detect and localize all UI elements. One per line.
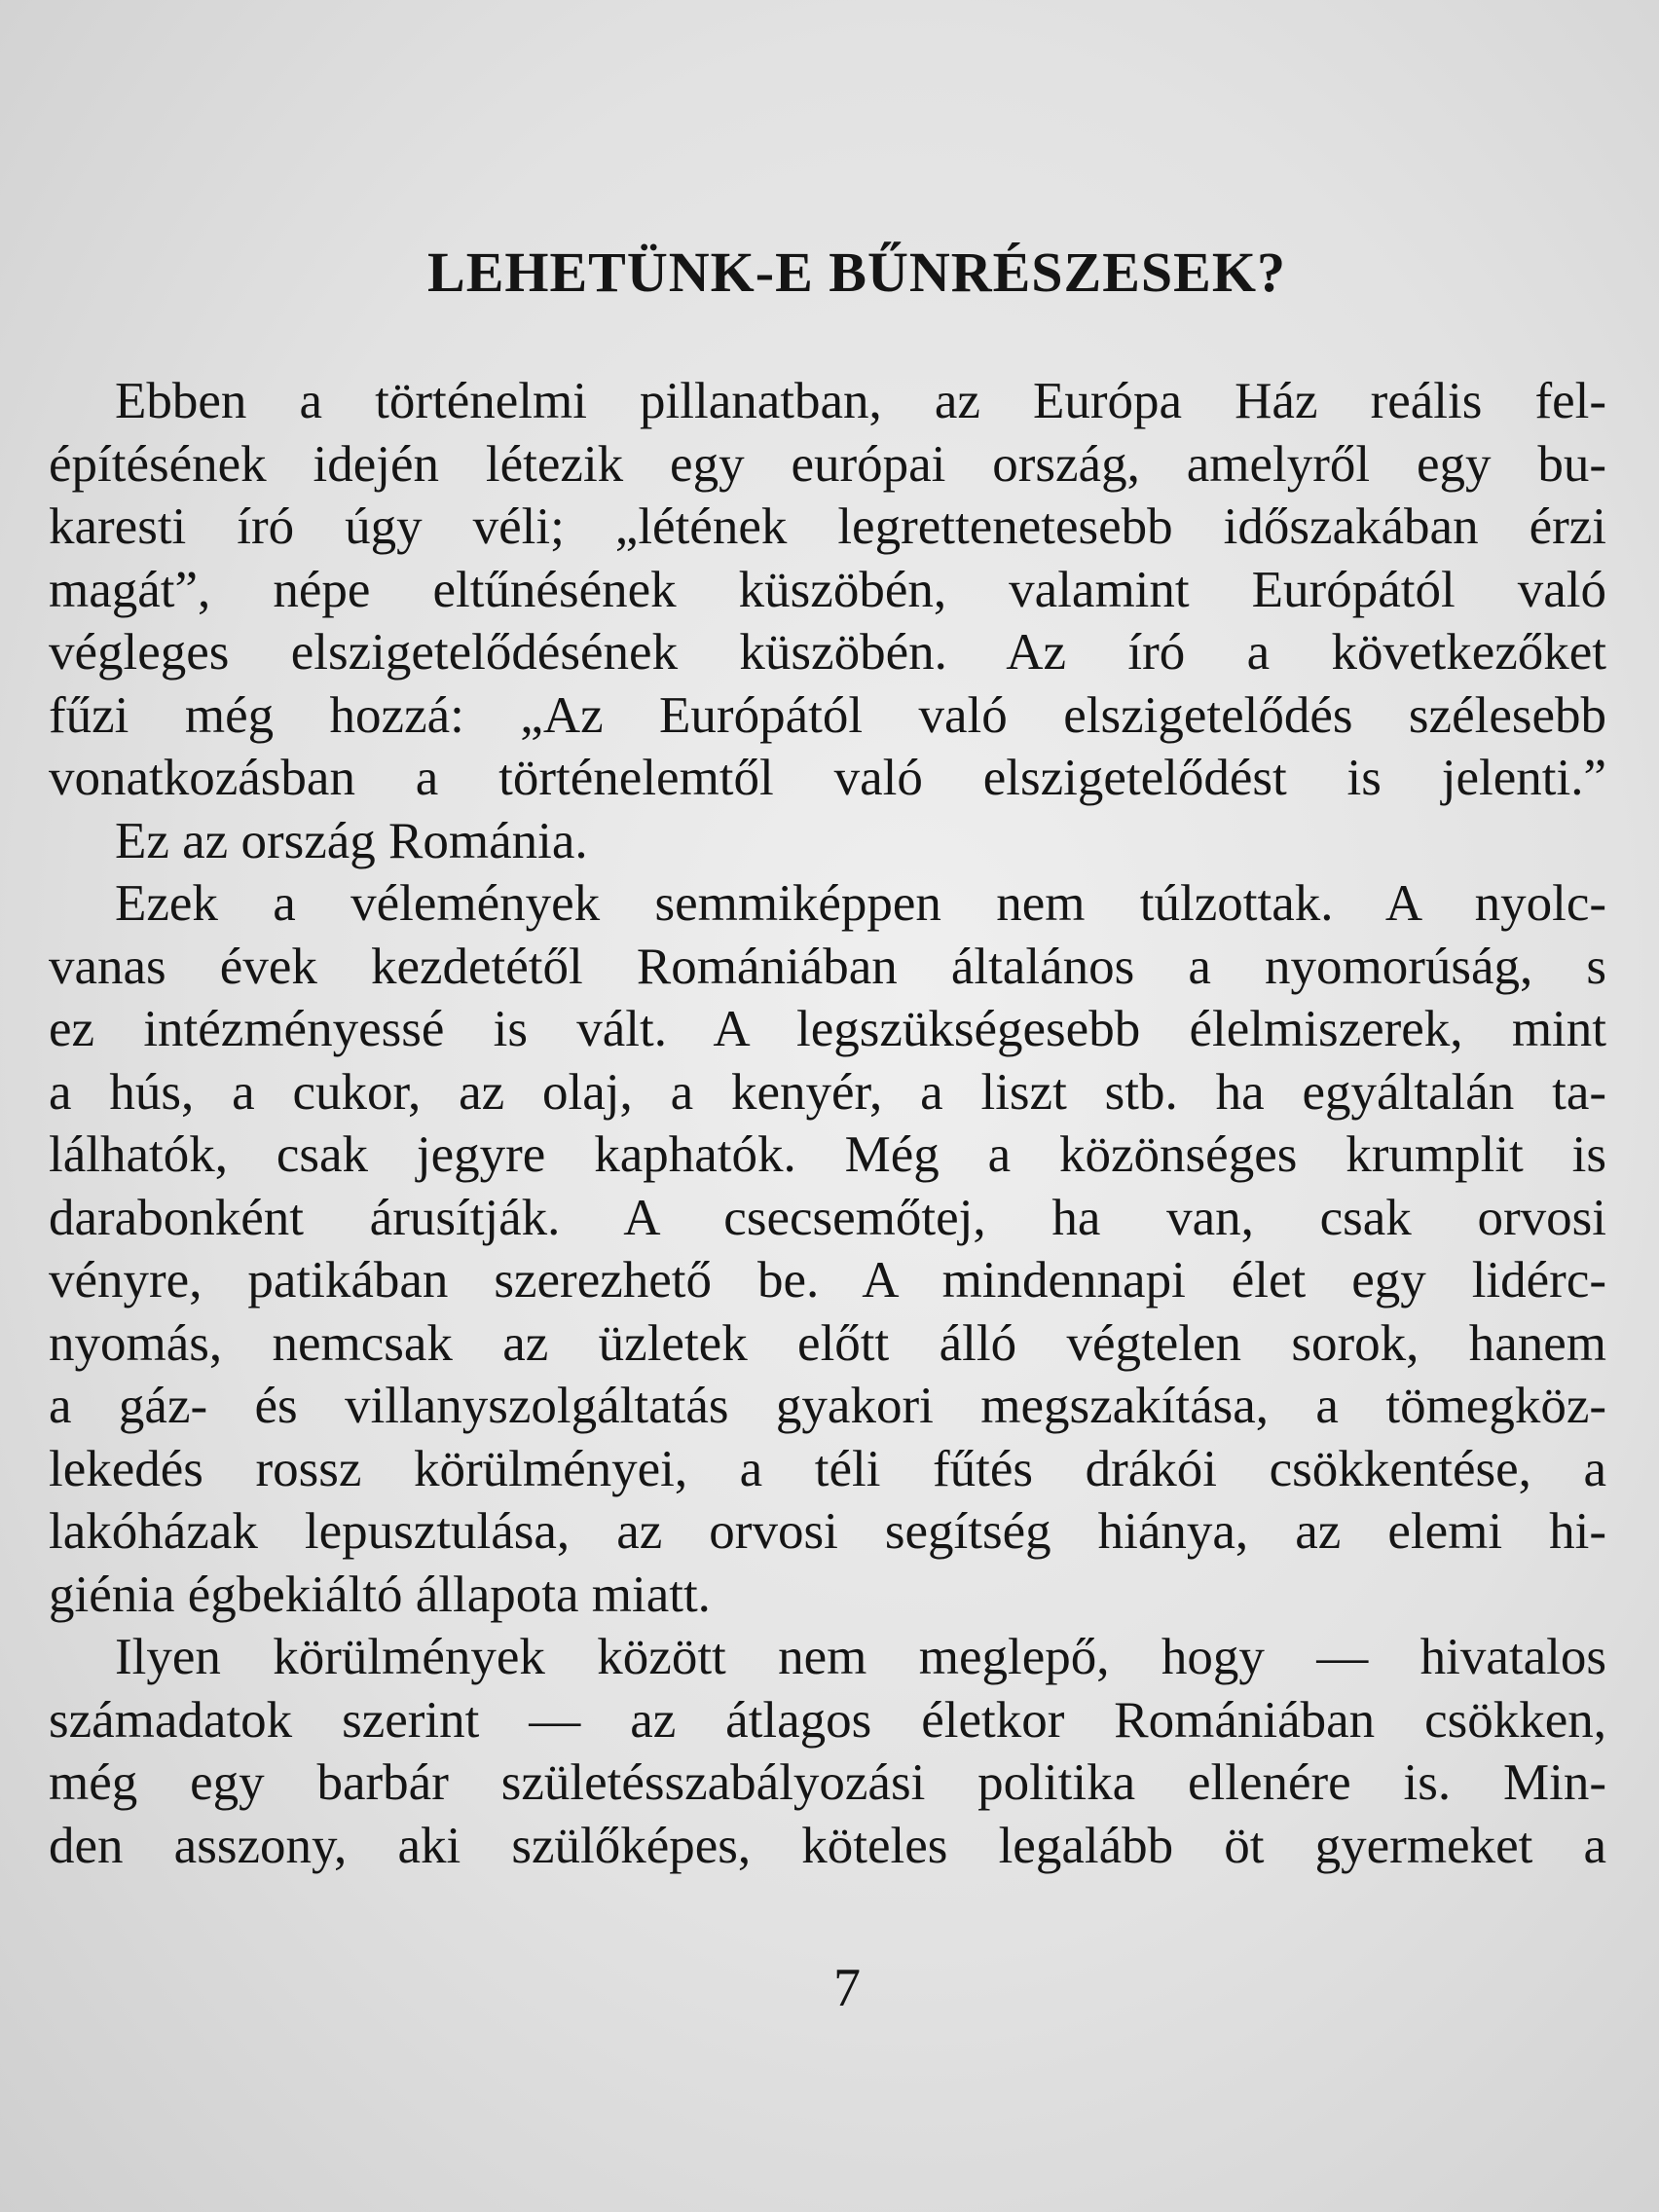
text-line: lekedés rossz körülményei, a téli fűtés drákói csökkentése, a [49,1440,1606,1497]
text-line: Ezek a vélemények semmiképpen nem túlzottak. A nyolc- [115,875,1606,932]
text-line: den asszony, aki szülőképes, köteles legalább öt gyermeket a [49,1817,1606,1874]
text-line: vanas évek kezdetétől Romániában általános a nyomorúság, s [49,938,1606,995]
text-line: számadatok szerint — az átlagos életkor Romániában csökken, [49,1691,1606,1749]
text-line: giénia égbekiáltó állapota miatt. [49,1566,711,1623]
text-line: fűzi még hozzá: „Az Európától való elszigetelődés szélesebb [49,686,1606,744]
text-line: vonatkozásban a történelemtől való elszigetelődést is jelenti.” [49,750,1606,806]
text-line: nyomás, nemcsak az üzletek előtt álló végtelen sorok, hanem [49,1314,1606,1372]
text-line: darabonként árusítják. A csecsemőtej, ha van, csak orvosi [49,1189,1606,1246]
text-line: karesti író úgy véli; „létének legrettenetesebb időszakában érzi [49,498,1606,555]
text-line: lakóházak lepusztulása, az orvosi segítség hiánya, az elemi hi- [49,1503,1606,1560]
text-line: végleges elszigetelődésének küszöbén. Az író a következőket [49,624,1606,681]
chapter-title: LEHETÜNK-E BŰNRÉSZESEK? [427,240,1286,304]
page-number: 7 [833,1958,861,2018]
body-text [49,370,1606,1877]
text-line: magát”, népe eltűnésének küszöbén, valamint Európától való [49,561,1606,618]
text-line: vényre, patikában szerezhető be. A mindennapi élet egy lidérc- [49,1252,1606,1309]
text-line: Ilyen körülmények között nem meglepő, hogy — hivatalos [115,1629,1606,1685]
book-page [49,0,1606,2212]
text-line: ez intézményessé is vált. A legszükségesebb élelmiszerek, mint [49,1001,1606,1057]
text-line: a hús, a cukor, az olaj, a kenyér, a liszt stb. ha egyáltalán ta- [49,1063,1606,1121]
text-line: Ebben a történelmi pillanatban, az Európa Ház reális fel- [115,373,1606,429]
text-line: építésének idején létezik egy európai ország, amelyről egy bu- [49,435,1606,493]
text-line: Ez az ország Románia. [115,812,588,869]
text-line: a gáz- és villanyszolgáltatás gyakori megszakítása, a tömegköz- [49,1378,1606,1434]
text-line: lálhatók, csak jegyre kaphatók. Még a közönséges krumplit is [49,1126,1606,1183]
text-line: még egy barbár születésszabályozási politika ellenére is. Min- [49,1754,1606,1811]
